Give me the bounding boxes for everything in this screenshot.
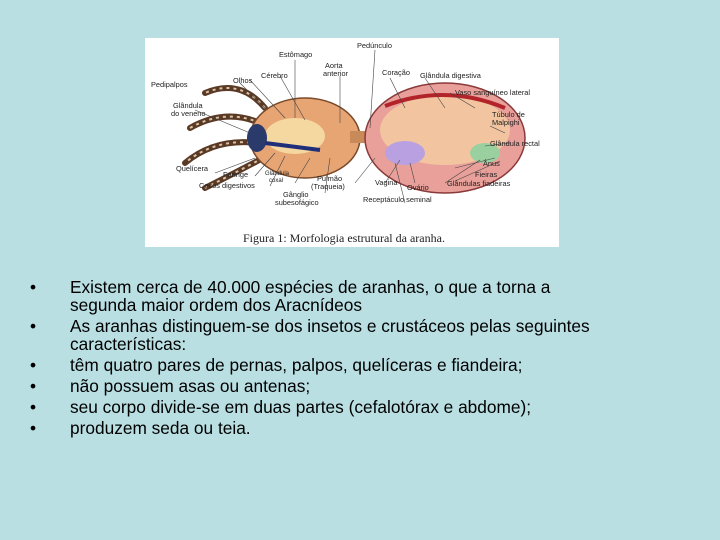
- label-ovario: Ovário: [407, 183, 429, 192]
- bullet-text-line-1: As aranhas distinguem-se dos insetos e crustáceos pelas seguintes: [70, 316, 590, 336]
- label-glandula-coxal-1: Glândula: [265, 171, 290, 177]
- bullet-dot: •: [30, 376, 37, 396]
- label-pedunculo: Pedúnculo: [357, 41, 392, 50]
- label-glandulas-fiadeiras: Glândulas fiadeiras: [447, 179, 511, 188]
- label-aorta: Aorta: [325, 61, 343, 70]
- label-vaso-sanguineo: Vaso sanguíneo lateral: [455, 88, 531, 97]
- label-pedipalpos: Pedipalpos: [151, 80, 188, 89]
- bullet-text-line-1: Existem cerca de 40.000 espécies de aranhas, o que a torna a: [70, 277, 551, 297]
- bullet-text: têm quatro pares de pernas, palpos, quelíceras e fiandeira;: [70, 355, 523, 375]
- label-glandula-coxal-2: coxal: [269, 178, 284, 184]
- label-glandula-veneno-1: Glândula: [173, 101, 203, 110]
- bullet-text: não possuem asas ou antenas;: [70, 376, 311, 396]
- label-vagina: Vagina: [375, 178, 398, 187]
- label-olhos: Olhos: [233, 76, 253, 85]
- label-glandula-veneno-2: do veneno: [171, 109, 206, 118]
- label-cecos-digestivos: Cecos digestivos: [199, 181, 255, 190]
- label-tubulo-1: Túbulo de: [492, 110, 525, 119]
- ovary: [385, 141, 425, 165]
- bullet-text-line-2: características:: [70, 334, 187, 354]
- bullet-item: [30, 356, 700, 374]
- bullet-dot: •: [30, 397, 37, 417]
- bullet-dot: •: [30, 418, 37, 438]
- label-faringe: Faringe: [223, 170, 249, 179]
- label-tubulo-2: Malpighi: [492, 118, 520, 127]
- bullet-dot: •: [30, 277, 37, 297]
- label-estomago: Estômago: [279, 50, 313, 59]
- bullet-item: [30, 419, 700, 437]
- bullet-text-line-2: segunda maior ordem dos Aracnídeos: [70, 295, 363, 315]
- bullet-dot: •: [30, 355, 37, 375]
- spider-anatomy-figure: [145, 38, 559, 247]
- label-coracao: Coração: [382, 68, 410, 77]
- bullet-item: [30, 398, 700, 416]
- bullet-item: [30, 377, 700, 395]
- label-aorta-anterior: anterior: [323, 69, 349, 78]
- bullet-item: [30, 278, 700, 314]
- label-receptaculo-seminal: Receptáculo seminal: [363, 195, 432, 204]
- label-glandula-rectal: Glândula rectal: [490, 139, 540, 148]
- label-cerebro: Cérebro: [261, 71, 288, 80]
- bullet-dot: •: [30, 316, 37, 336]
- figure-caption: Figura 1: Morfologia estrutural da aranha.: [243, 231, 445, 245]
- bullet-text: produzem seda ou teia.: [70, 418, 251, 438]
- label-anus: Ânus: [483, 159, 500, 168]
- bullet-list: [30, 278, 700, 440]
- label-traqueia: (Traqueia): [311, 182, 345, 191]
- label-glandula-digestiva: Glândula digestiva: [420, 71, 481, 80]
- label-ganglio-2: subesofágico: [275, 198, 319, 207]
- label-pulmao: Pulmão: [317, 174, 343, 183]
- label-quelicera: Quelícera: [176, 164, 209, 173]
- bullet-item: [30, 317, 700, 353]
- venom-gland: [247, 124, 267, 152]
- label-fieiras: Fieiras: [475, 170, 498, 179]
- label-ganglio-1: Gânglio: [283, 190, 309, 199]
- bullet-text: seu corpo divide-se em duas partes (cefalotórax e abdome);: [70, 397, 532, 417]
